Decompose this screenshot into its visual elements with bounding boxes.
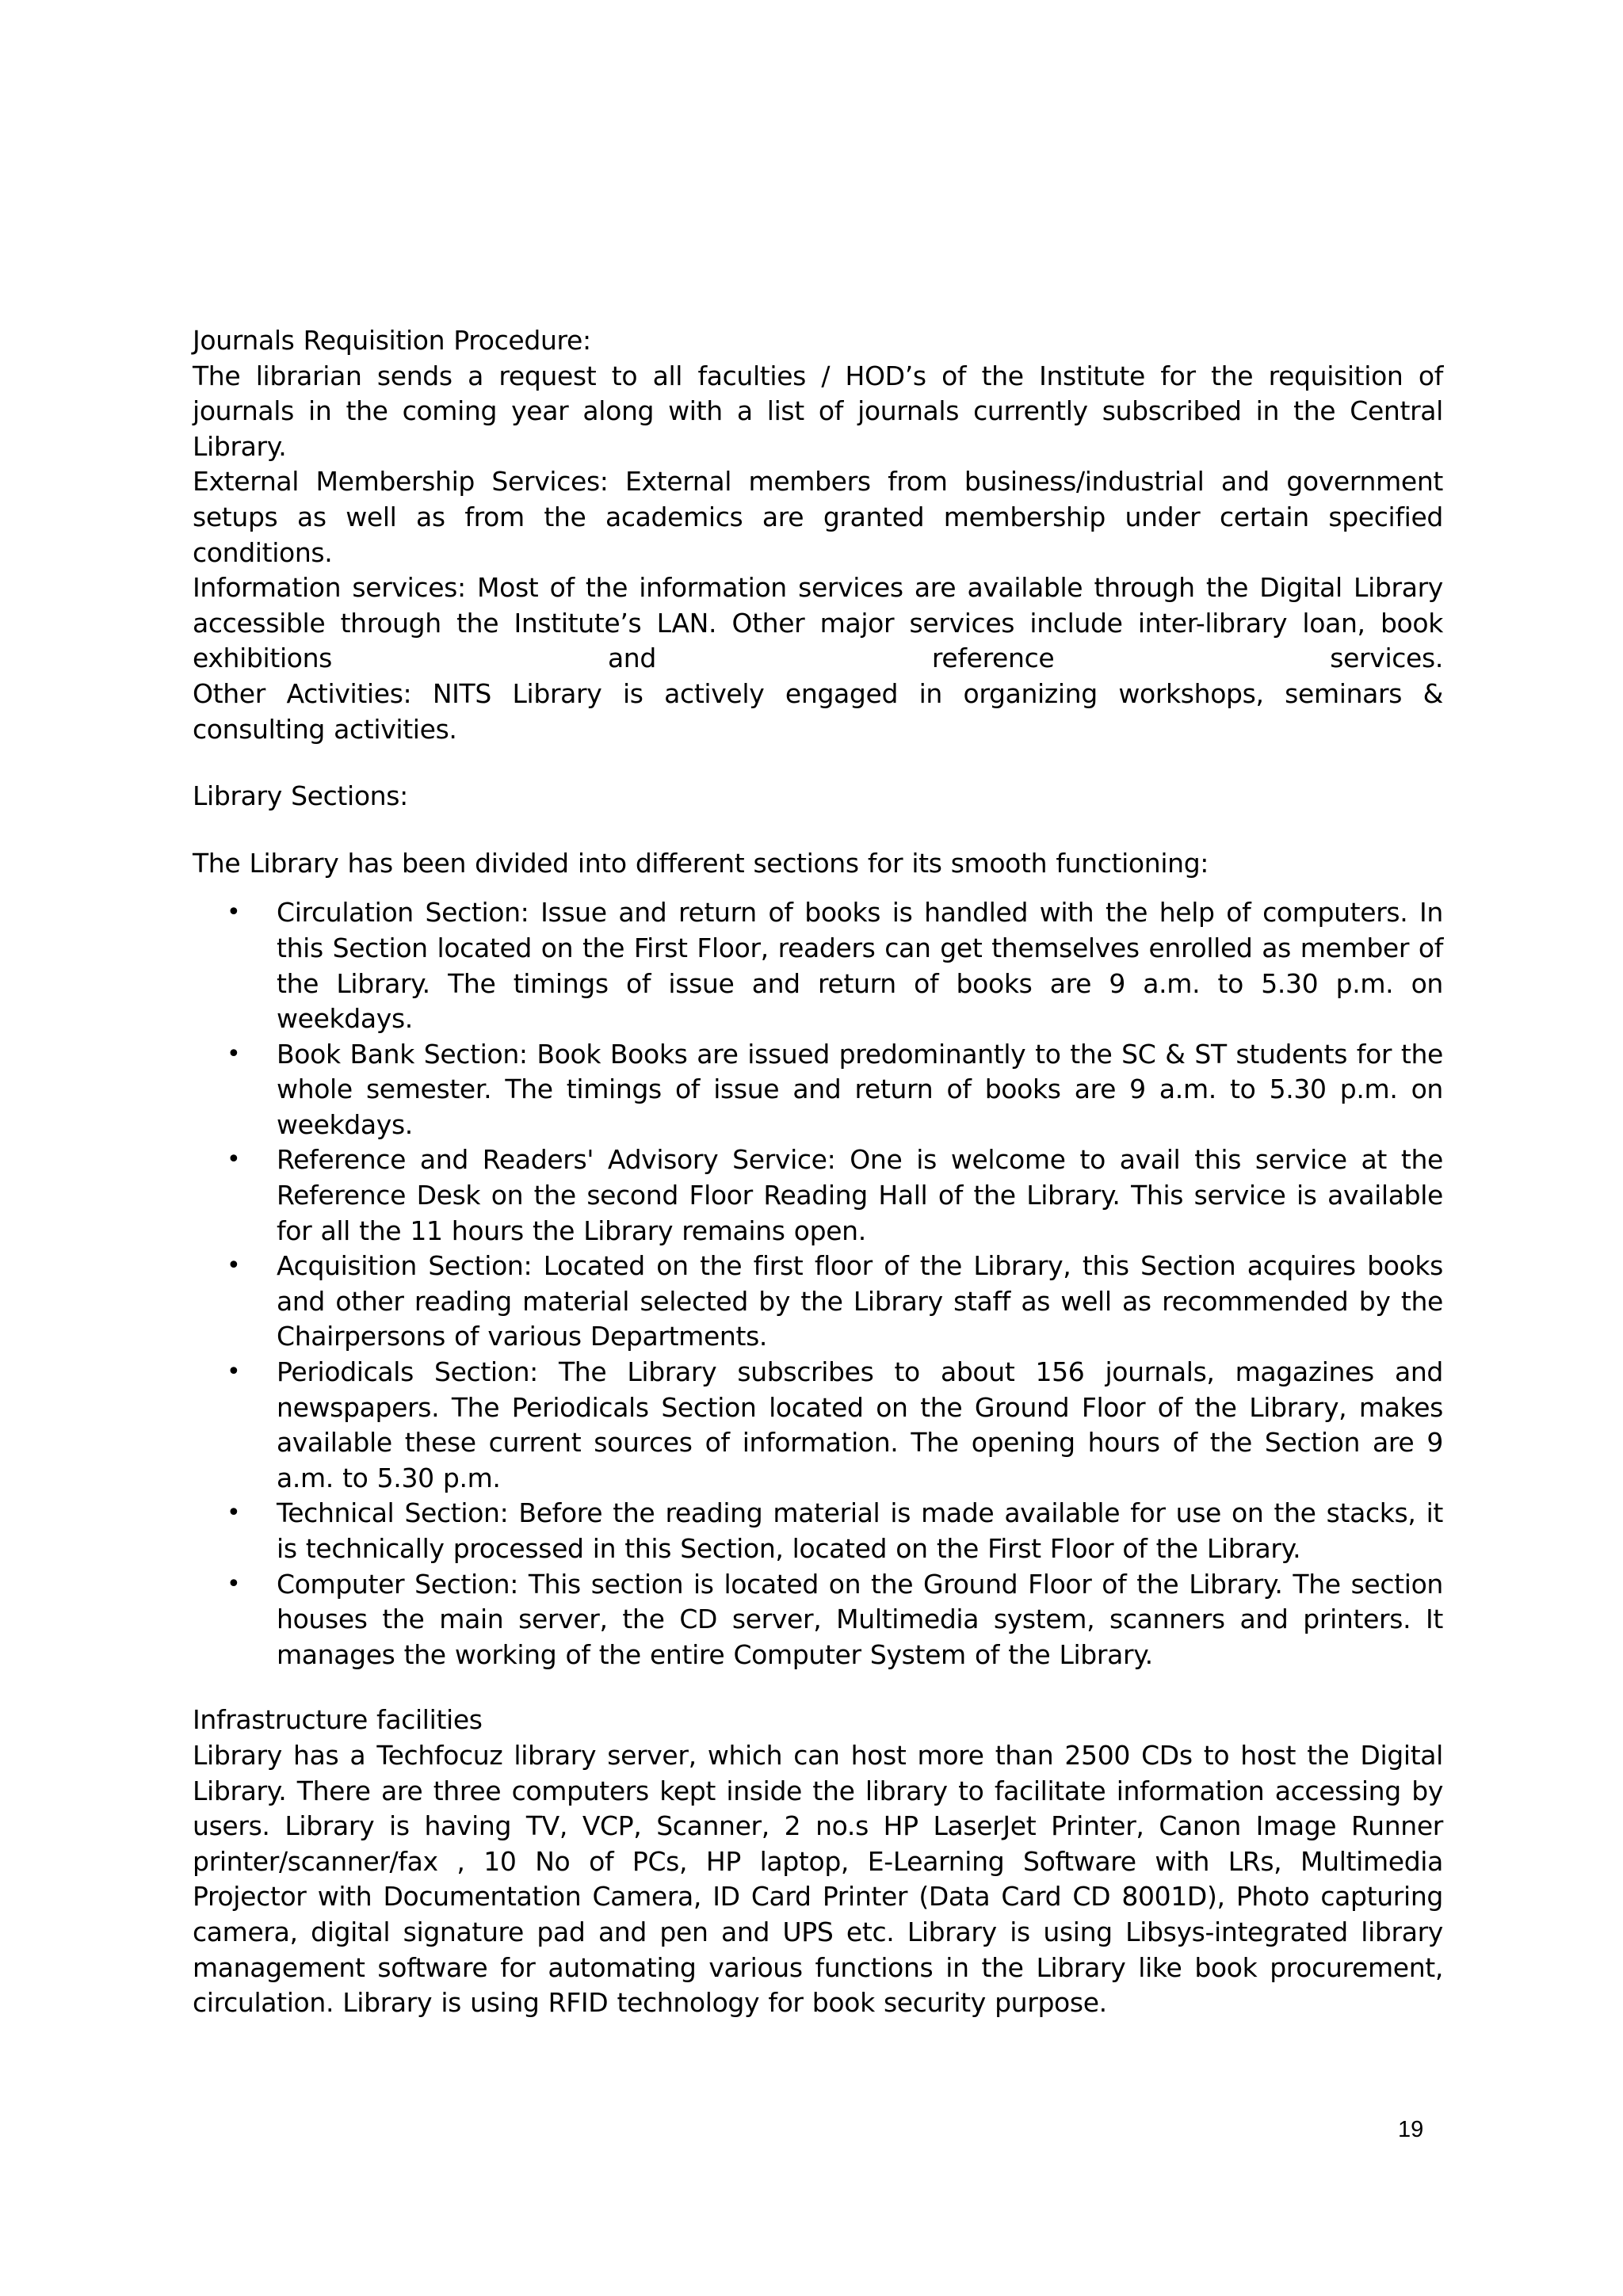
- bullet-icon: •: [227, 1039, 241, 1068]
- list-item: [193, 895, 1443, 1036]
- bullet-icon: •: [227, 1358, 241, 1386]
- infrastructure-paragraph: Library has a Techfocuz library server, which can host more than 2500 CDs to host the Digital Library. There are three computers kept inside the library to facilitate information accessing by users. Library is having TV, VCP, Scanner, 2 no.s HP LaserJet Printer, Canon Image Runner printer/scanner/fax , 10 No of PCs, HP laptop, E-Learning Software with LRs, Multimedia Projector with Documentation Camera, ID Card Printer (Data Card CD 8001D), Photo capturing camera, digital signature pad and pen and UPS etc. Library is using Libsys-integrated library management software for automating various functions in the Library like book procurement, circulation. Library is using RFID technology for book security purpose.: [193, 1739, 1443, 2019]
- list-item: [193, 1496, 1443, 1566]
- infrastructure-heading: Infrastructure facilities: [193, 1704, 483, 1736]
- list-item: [193, 1355, 1443, 1496]
- library-sections-heading: Library Sections:: [193, 780, 408, 812]
- list-item-text: Periodicals Section: The Library subscribes to about 156 journals, magazines and newspapers. The Periodicals Section located on the Ground Floor of the Library, makes available these current sources of information. The opening hours of the Section are 9 a.m. to 5.30 p.m.: [277, 1356, 1443, 1493]
- external-membership-paragraph: External Membership Services: External members from business/industrial and government setups as well as from the academics are granted membership under certain specified conditions.: [193, 466, 1443, 568]
- list-item: [193, 1037, 1443, 1143]
- bullet-icon: •: [227, 1569, 241, 1598]
- bullet-icon: •: [227, 1499, 241, 1527]
- bullet-icon: •: [227, 1252, 241, 1280]
- list-item-text: Computer Section: This section is located on the Ground Floor of the Library. The section houses the main server, the CD server, Multimedia system, scanners and printers. It manages the working of the entire Computer System of the Library.: [277, 1568, 1443, 1670]
- bullet-icon: •: [227, 1146, 241, 1174]
- journals-paragraph: The librarian sends a request to all faculties / HOD’s of the Institute for the requisition of journals in the coming year along with a list of journals currently subscribed in the Central Library.: [193, 360, 1443, 462]
- bullet-icon: •: [227, 898, 241, 927]
- spacer: [193, 1672, 1443, 1703]
- information-services-paragraph: Information services: Most of the information services are available through the Digital Library accessible through the Institute’s LAN. Other major services include inter-library loan, book exhibitions and reference services.: [193, 572, 1443, 674]
- list-item-text: Technical Section: Before the reading material is made available for use on the stacks, it is technically processed in this Section, located on the First Floor of the Library.: [277, 1497, 1443, 1564]
- list-item: [193, 1249, 1443, 1355]
- journals-heading: Journals Requisition Procedure:: [193, 325, 591, 356]
- list-item-text: Circulation Section: Issue and return of books is handled with the help of computers. In this Section located on the First Floor, readers can get themselves enrolled as member of the Library. The timings of issue and return of books are 9 a.m. to 5.30 p.m. on weekdays.: [277, 897, 1443, 1035]
- spacer: [193, 747, 1443, 779]
- page-content: [193, 323, 1443, 2021]
- list-item-text: Reference and Readers' Advisory Service: One is welcome to avail this service at the Reference Desk on the second Floor Reading Hall of the Library. This service is available for all the 11 hours the Library remains open.: [277, 1144, 1443, 1246]
- list-item: [193, 1142, 1443, 1249]
- page-number: 19: [1398, 2117, 1424, 2142]
- library-sections-subheading: The Library has been divided into different sections for its smooth functioning:: [193, 847, 1209, 879]
- list-item-text: Book Bank Section: Book Books are issued predominantly to the SC & ST students for the whole semester. The timings of issue and return of books are 9 a.m. to 5.30 p.m. on weekdays.: [277, 1038, 1443, 1140]
- other-activities-paragraph: Other Activities: NITS Library is actively engaged in organizing workshops, seminars & consulting activities.: [193, 677, 1443, 745]
- list-item: [193, 1567, 1443, 1673]
- spacer: [193, 814, 1443, 846]
- sections-list: [193, 895, 1443, 1672]
- list-item-text: Acquisition Section: Located on the first floor of the Library, this Section acquires books and other reading material selected by the Library staff as well as recommended by the Chairpersons of various Departments.: [277, 1250, 1443, 1352]
